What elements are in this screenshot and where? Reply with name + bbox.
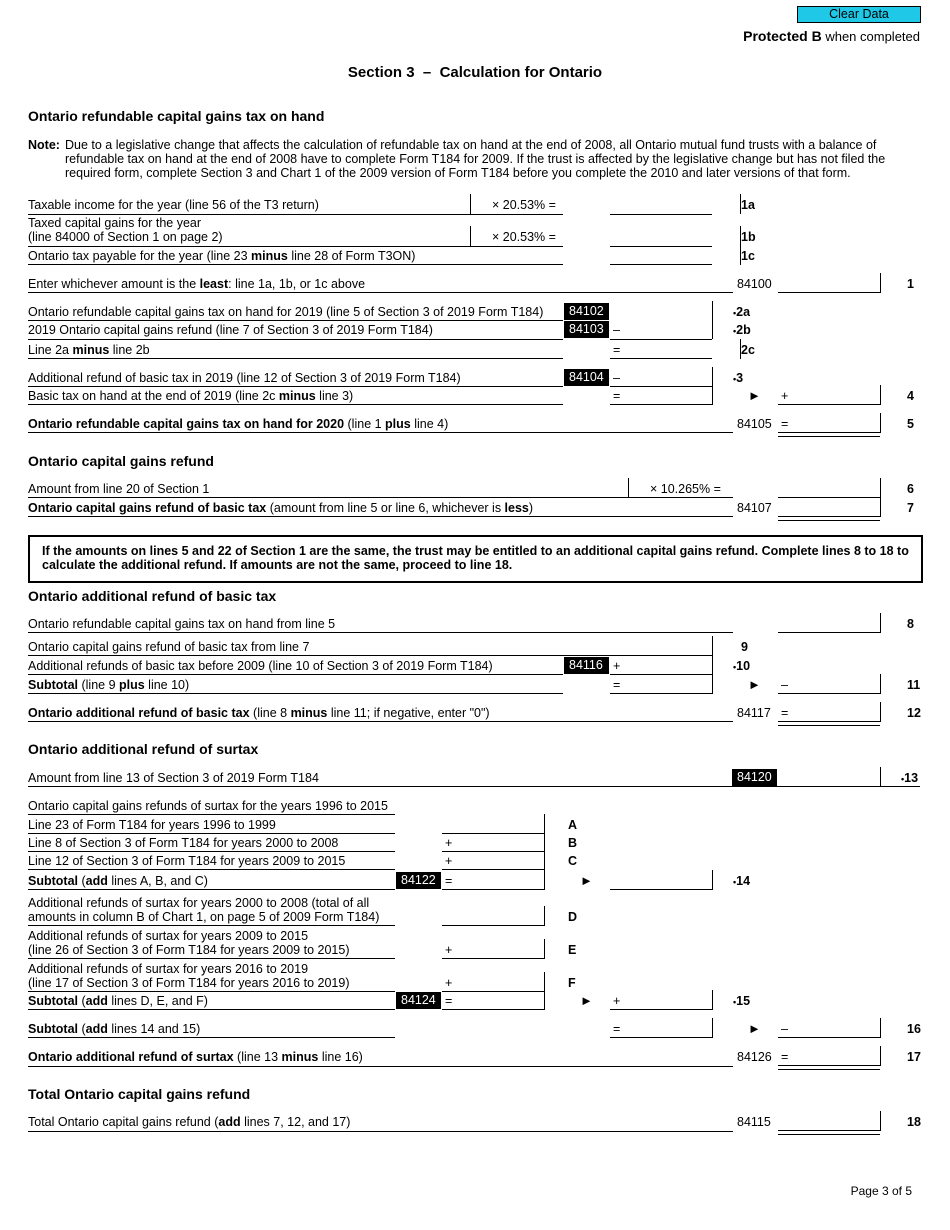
line-1a-number: 1a bbox=[741, 198, 755, 212]
line-3-number-text: 3 bbox=[736, 371, 744, 385]
line-13-number-text: 13 bbox=[904, 771, 919, 785]
line-C-plus: + bbox=[445, 854, 453, 868]
line-1b-field[interactable] bbox=[610, 230, 712, 244]
line-2b-number bbox=[733, 323, 751, 337]
line-7-field[interactable] bbox=[778, 501, 880, 515]
line-7-label-mid: (amount from line 5 or line 6, whichever is bbox=[266, 501, 505, 515]
line-1a-rate: × 20.53% = bbox=[492, 198, 556, 212]
line-13-field[interactable] bbox=[778, 771, 880, 785]
line-C-label: Line 12 of Section 3 of Form T184 for years 2009 to 2015 bbox=[28, 854, 346, 868]
line-4-label-pre: Basic tax on hand at the end of 2019 (line 2c bbox=[28, 389, 279, 403]
line-18-code: 84115 bbox=[737, 1115, 771, 1129]
line-2c-label-pre: Line 2a bbox=[28, 343, 73, 357]
protected-suffix: when completed bbox=[821, 29, 920, 44]
line-16-label-post: lines 14 and 15) bbox=[107, 1022, 201, 1036]
line-17-label-post: line 16) bbox=[318, 1050, 363, 1064]
line-E-letter: E bbox=[568, 943, 577, 957]
line-2a-field[interactable] bbox=[610, 305, 712, 319]
line-14-label bbox=[28, 874, 208, 888]
line-7-code: 84107 bbox=[737, 501, 772, 515]
line-14-arrow-icon: ► bbox=[580, 873, 593, 888]
line-E-plus: + bbox=[445, 943, 453, 957]
line-D-field[interactable] bbox=[442, 910, 544, 924]
line-3-number bbox=[733, 371, 743, 385]
line-18-label-pre: Total Ontario capital gains refund ( bbox=[28, 1115, 219, 1129]
line-14-label-post: lines A, B, and C) bbox=[107, 874, 208, 888]
line-7-label-post: ) bbox=[528, 501, 534, 515]
heading-additional-refund-basic-tax: Ontario additional refund of basic tax bbox=[28, 588, 277, 604]
line-9-number: 9 bbox=[741, 640, 748, 654]
line-12-label-bold: Ontario additional refund of basic tax bbox=[28, 706, 250, 720]
line-4-plus: + bbox=[781, 389, 789, 403]
line-1-number: 1 bbox=[907, 277, 914, 291]
line-F-letter: F bbox=[568, 976, 576, 990]
clear-data-button[interactable]: Clear Data bbox=[797, 6, 921, 23]
line-1c-field[interactable] bbox=[610, 249, 712, 263]
line-12-field[interactable] bbox=[796, 706, 880, 720]
line-18-label-post: lines 7, 12, and 17) bbox=[240, 1115, 351, 1129]
line-4-arrow-icon: ► bbox=[748, 388, 761, 403]
line-10-number-text: 10 bbox=[736, 659, 751, 673]
line-D-letter: D bbox=[568, 910, 578, 924]
heading-total-capital-gains-refund: Total Ontario capital gains refund bbox=[28, 1086, 251, 1102]
line-6-rate: × 10.265% = bbox=[650, 482, 721, 496]
line-5-field[interactable] bbox=[796, 417, 880, 431]
line-11-minus: – bbox=[781, 678, 788, 692]
line-8-number: 8 bbox=[907, 617, 914, 631]
line-1-label bbox=[28, 277, 365, 291]
line-2b-label: 2019 Ontario capital gains refund (line 7 of Section 3 of 2019 Form T184) bbox=[28, 323, 433, 337]
line-15-field-left[interactable] bbox=[460, 994, 544, 1008]
line-4-field-left[interactable] bbox=[628, 389, 712, 403]
line-A-label: Line 23 of Form T184 for years 1996 to 1999 bbox=[28, 818, 276, 832]
line-14-field[interactable] bbox=[610, 874, 712, 888]
line-6-number: 6 bbox=[907, 482, 914, 496]
line-10-plus: + bbox=[613, 659, 621, 673]
line-7-label bbox=[28, 501, 533, 515]
line-17-equals: = bbox=[781, 1050, 789, 1064]
line-1-label-pre: Enter whichever amount is the bbox=[28, 277, 200, 291]
line-14-label-bold2: add bbox=[85, 874, 108, 888]
line-17-number: 17 bbox=[907, 1050, 921, 1064]
line-3-label: Additional refund of basic tax in 2019 (line 12 of Section 3 of 2019 Form T184) bbox=[28, 371, 461, 385]
line-2a-bullet: • bbox=[733, 308, 737, 318]
line-2a-number-text: 2a bbox=[736, 305, 751, 319]
line-D-label-1: Additional refunds of surtax for years 2000 to 2008 (total of all bbox=[28, 896, 370, 910]
line-2c-label-bold: minus bbox=[72, 343, 110, 357]
line-12-label bbox=[28, 706, 490, 720]
line-2c-equals: = bbox=[613, 343, 621, 357]
line-1b-label-1: Taxed capital gains for the year bbox=[28, 216, 202, 230]
line-5-code: 84105 bbox=[737, 417, 772, 431]
line-C-letter: C bbox=[568, 854, 578, 868]
line-1b-label-2: (line 84000 of Section 1 on page 2) bbox=[28, 230, 223, 244]
line-17-label-bold2: minus bbox=[281, 1050, 319, 1064]
line-15-code: 84124 bbox=[396, 992, 441, 1009]
line-9-label: Ontario capital gains refund of basic tax from line 7 bbox=[28, 640, 310, 654]
line-17-field[interactable] bbox=[796, 1050, 880, 1064]
line-2b-code: 84103 bbox=[564, 321, 609, 338]
line-15-label-mid: ( bbox=[78, 994, 86, 1008]
line-5-label-bold: Ontario refundable capital gains tax on hand for 2020 bbox=[28, 417, 345, 431]
line-B-letter: B bbox=[568, 836, 578, 850]
line-17-label-mid: (line 13 bbox=[233, 1050, 282, 1064]
line-11-field-left[interactable] bbox=[628, 678, 712, 692]
line-16-label bbox=[28, 1022, 200, 1036]
line-11-label-post: line 10) bbox=[144, 678, 190, 692]
line-6-label: Amount from line 20 of Section 1 bbox=[28, 482, 210, 496]
line-14-label-mid: ( bbox=[78, 874, 86, 888]
line-1-label-post: : line 1a, 1b, or 1c above bbox=[228, 277, 366, 291]
line-15-arrow-icon: ► bbox=[580, 993, 593, 1008]
heading-additional-refund-surtax: Ontario additional refund of surtax bbox=[28, 741, 259, 757]
line-2a-code: 84102 bbox=[564, 303, 609, 320]
line-15-plus: + bbox=[613, 994, 621, 1008]
line-7-label-bold: Ontario capital gains refund of basic tax bbox=[28, 501, 267, 515]
line-7-number: 7 bbox=[907, 501, 914, 515]
line-2b-minus: – bbox=[613, 323, 620, 337]
line-7-label-bold2: less bbox=[504, 501, 529, 515]
line-1c-label-post: line 28 of Form T3ON) bbox=[287, 249, 416, 263]
line-1-field[interactable] bbox=[778, 277, 880, 291]
line-15-label-bold: Subtotal bbox=[28, 994, 78, 1008]
line-F-label-1: Additional refunds of surtax for years 2016 to 2019 bbox=[28, 962, 309, 976]
line-D-label-2: amounts in column B of Chart 1, on page 5 of 2009 Form T184) bbox=[28, 910, 380, 924]
line-14-number-text: 14 bbox=[736, 874, 751, 888]
line-15-bullet: • bbox=[733, 997, 737, 1007]
line-1c-label-pre: Ontario tax payable for the year (line 23 bbox=[28, 249, 252, 263]
line-15-equals: = bbox=[445, 994, 453, 1008]
line-3-minus: – bbox=[613, 371, 620, 385]
line-16-label-mid: ( bbox=[78, 1022, 86, 1036]
heading-refundable-tax-on-hand: Ontario refundable capital gains tax on hand bbox=[28, 108, 325, 124]
line-16-minus: – bbox=[781, 1022, 788, 1036]
line-4-label bbox=[28, 389, 353, 403]
line-17-label bbox=[28, 1050, 363, 1064]
protected-label: Protected B bbox=[743, 28, 822, 44]
line-10-code: 84116 bbox=[564, 657, 609, 674]
line-11-equals: = bbox=[613, 678, 621, 692]
line-9-field[interactable] bbox=[610, 640, 712, 654]
line-4-label-bold: minus bbox=[278, 389, 316, 403]
line-14-bullet: • bbox=[733, 877, 737, 887]
line-1-code: 84100 bbox=[737, 277, 772, 291]
line-1a-field[interactable] bbox=[610, 198, 712, 212]
line-15-label-post: lines D, E, and F) bbox=[107, 994, 208, 1008]
line-A-letter: A bbox=[568, 818, 578, 832]
line-15-label-bold2: add bbox=[85, 994, 108, 1008]
line-2a-number bbox=[733, 305, 750, 319]
heading-capital-gains-refund: Ontario capital gains refund bbox=[28, 453, 214, 469]
line-17-label-bold: Ontario additional refund of surtax bbox=[28, 1050, 234, 1064]
line-18-label bbox=[28, 1115, 350, 1129]
line-13-label: Amount from line 13 of Section 3 of 2019 Form T184 bbox=[28, 771, 319, 785]
line-2c-number: 2c bbox=[741, 343, 755, 357]
line-16-label-bold2: add bbox=[85, 1022, 108, 1036]
line-11-label-bold2: plus bbox=[119, 678, 145, 692]
line-B-label: Line 8 of Section 3 of Form T184 for years 2000 to 2008 bbox=[28, 836, 339, 850]
line-B-plus: + bbox=[445, 836, 453, 850]
line-13-number bbox=[901, 771, 918, 785]
line-F-field[interactable] bbox=[460, 976, 544, 990]
line-1c-number: 1c bbox=[741, 249, 755, 263]
note-line-2: refundable tax on hand at the end of 2008 have to complete Form T184 for 2009. If the trust is affected by the legislative change but has not filed the bbox=[65, 152, 886, 166]
line-12-equals: = bbox=[781, 706, 789, 720]
line-B-field[interactable] bbox=[460, 836, 544, 850]
line-5-label-bold2: plus bbox=[385, 417, 411, 431]
line-18-number: 18 bbox=[907, 1115, 921, 1129]
line-A-field[interactable] bbox=[442, 818, 544, 832]
line-14-number bbox=[733, 874, 750, 888]
line-14-label-bold: Subtotal bbox=[28, 874, 78, 888]
line-16-arrow-icon: ► bbox=[748, 1021, 761, 1036]
line-3-field[interactable] bbox=[628, 371, 712, 385]
line-1c-label bbox=[28, 249, 415, 263]
line-13-code: 84120 bbox=[732, 769, 777, 786]
line-16-label-bold: Subtotal bbox=[28, 1022, 78, 1036]
line-1b-rate: × 20.53% = bbox=[492, 230, 556, 244]
line-12-number: 12 bbox=[907, 706, 921, 720]
line-4-label-post: line 3) bbox=[315, 389, 354, 403]
line-6-field[interactable] bbox=[778, 482, 880, 496]
note-label: Note: bbox=[28, 138, 60, 152]
line-10-label: Additional refunds of basic tax before 2009 (line 10 of Section 3 of 2019 Form T184) bbox=[28, 659, 493, 673]
section-title: Section 3 – Calculation for Ontario bbox=[347, 64, 603, 81]
line-5-label bbox=[28, 417, 448, 431]
line-3-bullet: • bbox=[733, 374, 737, 384]
line-14-field-left[interactable] bbox=[460, 874, 544, 888]
surtax-subheading: Ontario capital gains refunds of surtax for the years 1996 to 2015 bbox=[28, 799, 388, 813]
line-5-equals: = bbox=[781, 417, 789, 431]
line-8-label: Ontario refundable capital gains tax on hand from line 5 bbox=[28, 617, 336, 631]
line-12-code: 84117 bbox=[737, 706, 771, 720]
line-2c-field[interactable] bbox=[628, 343, 712, 357]
line-5-number: 5 bbox=[907, 417, 914, 431]
note-line-1: Due to a legislative change that affects the calculation of refundable tax on hand at the end of 2008, all Ontario mutual fund trusts with a balance of bbox=[65, 138, 877, 152]
line-10-bullet: • bbox=[733, 662, 737, 672]
line-8-field[interactable] bbox=[778, 617, 880, 631]
additional-refund-notice-box bbox=[28, 535, 923, 583]
line-17-code: 84126 bbox=[737, 1050, 772, 1064]
notice-line-1: If the amounts on lines 5 and 22 of Section 1 are the same, the trust may be entitled to an additional capital gains refund. Complete lines 8 to 18 to bbox=[42, 544, 909, 558]
line-16-field[interactable] bbox=[796, 1022, 880, 1036]
line-5-label-post: line 4) bbox=[410, 417, 449, 431]
notice-line-2: calculate the additional refund. If amounts are not the same, proceed to line 18. bbox=[42, 558, 513, 572]
line-1c-label-bold: minus bbox=[251, 249, 288, 263]
line-16-number: 16 bbox=[907, 1022, 921, 1036]
line-18-label-bold: add bbox=[218, 1115, 241, 1129]
line-E-label-2: (line 26 of Section 3 of Form T184 for years 2009 to 2015) bbox=[28, 943, 350, 957]
line-15-number-text: 15 bbox=[736, 994, 751, 1008]
line-11-field[interactable] bbox=[796, 678, 880, 692]
line-13-bullet: • bbox=[901, 774, 905, 784]
line-14-code: 84122 bbox=[396, 872, 441, 889]
line-C-field[interactable] bbox=[460, 854, 544, 868]
line-2b-number-text: 2b bbox=[736, 323, 751, 337]
line-10-field[interactable] bbox=[628, 659, 712, 673]
line-2c-label-post: line 2b bbox=[109, 343, 150, 357]
line-3-code: 84104 bbox=[564, 369, 609, 386]
line-11-arrow-icon: ► bbox=[748, 677, 761, 692]
line-16-equals: = bbox=[613, 1022, 621, 1036]
line-11-label bbox=[28, 678, 189, 692]
page-number: Page 3 of 5 bbox=[850, 1184, 912, 1198]
line-11-label-bold: Subtotal bbox=[28, 678, 78, 692]
line-F-label-2: (line 17 of Section 3 of Form T184 for years 2016 to 2019) bbox=[28, 976, 350, 990]
line-11-number: 11 bbox=[907, 678, 921, 692]
line-E-field[interactable] bbox=[460, 943, 544, 957]
line-2b-bullet: • bbox=[733, 326, 737, 336]
line-1-label-bold: least bbox=[199, 277, 229, 291]
line-12-label-mid: (line 8 bbox=[249, 706, 291, 720]
line-14-equals: = bbox=[445, 874, 453, 888]
line-15-number bbox=[733, 994, 750, 1008]
line-2a-label: Ontario refundable capital gains tax on hand for 2019 (line 5 of Section 3 of 2019 Form T184) bbox=[28, 305, 544, 319]
protected-status bbox=[743, 28, 920, 44]
line-5-label-mid: (line 1 bbox=[344, 417, 386, 431]
line-4-number: 4 bbox=[907, 389, 914, 403]
line-2c-label bbox=[28, 343, 150, 357]
line-15-field[interactable] bbox=[628, 994, 712, 1008]
line-F-plus: + bbox=[445, 976, 453, 990]
line-18-field[interactable] bbox=[778, 1115, 880, 1129]
line-10-number bbox=[733, 659, 750, 673]
line-12-label-bold2: minus bbox=[290, 706, 328, 720]
line-1a-label: Taxable income for the year (line 56 of the T3 return) bbox=[28, 198, 319, 212]
line-4-equals: = bbox=[613, 389, 621, 403]
line-15-label bbox=[28, 994, 208, 1008]
line-12-label-post: line 11; if negative, enter "0") bbox=[327, 706, 490, 720]
line-4-field[interactable] bbox=[796, 389, 880, 403]
line-1b-number: 1b bbox=[741, 230, 756, 244]
line-E-label-1: Additional refunds of surtax for years 2009 to 2015 bbox=[28, 929, 309, 943]
line-11-label-mid: (line 9 bbox=[78, 678, 119, 692]
line-16-field-left[interactable] bbox=[628, 1022, 712, 1036]
line-2b-field[interactable] bbox=[628, 323, 712, 337]
note-line-3: required form, complete Section 3 and Chart 1 of the 2009 version of Form T184 before you complete the 2010 and later versions of that form. bbox=[65, 166, 851, 180]
